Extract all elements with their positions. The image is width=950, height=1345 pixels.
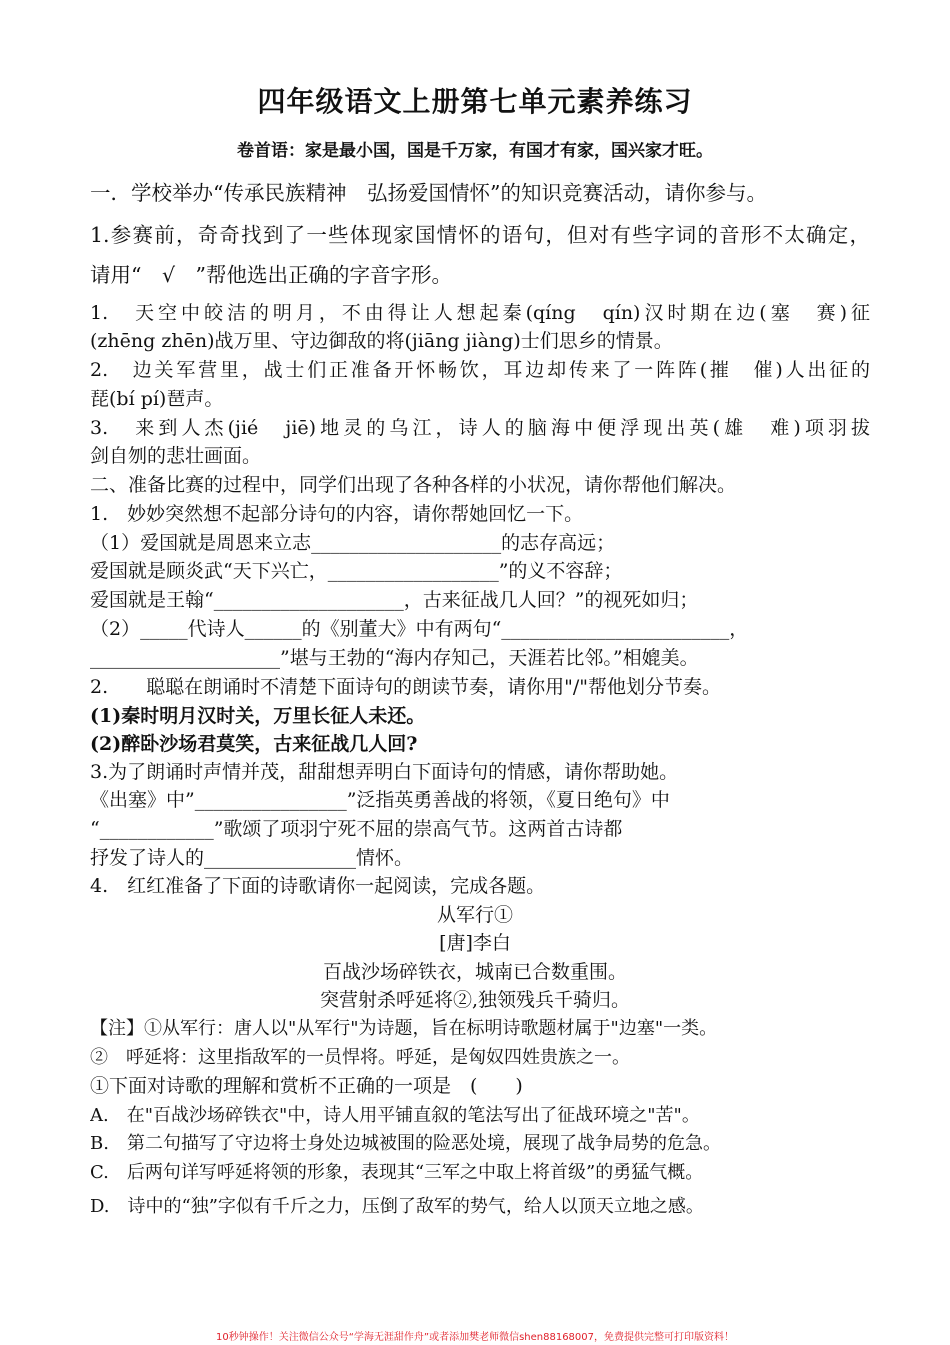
choice-question: ①下面对诗歌的理解和赏析不正确的一项是 ( ) <box>90 1075 523 1097</box>
page-title: 四年级语文上册第七单元素养练习 <box>257 85 693 118</box>
item-2-line-2: 琵(bí pí)琶声。 <box>90 388 224 410</box>
item-1-line-1: 1. 天空中皎洁的明月，不由得让人想起秦(qíng qín)汉时期在边(塞 赛)征 <box>90 302 870 324</box>
item-2-line-1: 2. 边关军营里，战士们正准备开怀畅饮，耳边却传来了一阵阵(摧 催)人出征的 <box>90 359 870 381</box>
fill-blank-biedongda-2: ____________________”堪与王勃的“海内存知己，天涯若比邻。”相媲美。 <box>90 647 699 669</box>
page-subtitle: 卷首语：家是最小国，国是千万家，有国才有家，国兴家才旺。 <box>237 141 713 161</box>
poem-line-1: 百战沙场碎铁衣，城南已合数重围。 <box>322 961 627 983</box>
option-c: C. 后两句详写呼延将领的形象，表现其“三军之中取上将首级”的勇猛气概。 <box>90 1162 704 1183</box>
note-1: 【注】①从军行：唐人以"从军行"为诗题，旨在标明诗歌题材属于"边塞"一类。 <box>90 1018 718 1039</box>
question-1-intro: 1.参赛前，奇奇找到了一些体现家国情怀的语句，但对有些字词的音形不太确定， <box>90 223 870 247</box>
emotion-line-3: 抒发了诗人的________________情怀。 <box>90 847 414 869</box>
item-1-line-2: (zhēng zhēn)战万里、守边御敌的将(jiāng jiàng)士们思乡的情景。 <box>90 330 673 352</box>
question-2-1-intro: 1. 妙妙突然想不起部分诗句的内容，请你帮她回忆一下。 <box>90 503 584 525</box>
question-2-3-intro: 3.为了朗诵时声情并茂，甜甜想弄明白下面诗句的情感，请你帮助她。 <box>90 761 679 783</box>
item-3-line-1: 3. 来到人杰(jié jiē)地灵的乌江，诗人的脑海中便浮现出英(雄 难)项羽拔 <box>90 417 870 439</box>
option-d: D. 诗中的“独”字似有千斤之力，压倒了敌军的势气，给人以顶天立地之感。 <box>90 1196 704 1217</box>
fill-blank-wanghan: 爱国就是王翰“____________________，古来征战几人回？”的视死如归； <box>90 589 699 611</box>
rhythm-line-2: (2)醉卧沙场君莫笑，古来征战几人回? <box>90 733 418 755</box>
section-2-heading: 二、准备比赛的过程中，同学们出现了各种各样的小状况，请你帮他们解决。 <box>90 474 737 496</box>
footer-notice: 10秒钟操作！关注微信公众号“学海无涯甜作舟”或者添加樊老师微信shen88168007，免费提供完整可打印版资料！ <box>215 1332 735 1343</box>
item-3-line-2: 剑自刎的悲壮画面。 <box>90 445 262 467</box>
rhythm-line-1: (1)秦时明月汉时关，万里长征人未还。 <box>90 705 426 727</box>
fill-blank-guyanwu: 爱国就是顾炎武“天下兴亡，__________________”的义不容辞； <box>90 560 623 582</box>
poem-author: [唐]李白 <box>439 932 511 954</box>
note-2: ② 呼延将：这里指敌军的一员悍将。呼延，是匈奴四姓贵族之一。 <box>90 1047 630 1068</box>
question-1-instruction: 请用“ √ ”帮他选出正确的字音字形。 <box>90 263 453 287</box>
emotion-line-1: 《出塞》中”________________”泛指英勇善战的将领，《夏日绝句》中 <box>90 789 670 811</box>
section-1-heading: 一．学校举办“传承民族精神 弘扬爱国情怀”的知识竞赛活动，请你参与。 <box>90 181 767 205</box>
fill-blank-biedongda-1: （2）_____代诗人______的《别董大》中有两句“________________________， <box>90 618 749 640</box>
fill-blank-zhouenlai: （1）爱国就是周恩来立志____________________的志存高远； <box>90 532 616 554</box>
question-2-4-intro: 4. 红红准备了下面的诗歌请你一起阅读，完成各题。 <box>90 875 546 897</box>
poem-title: 从军行① <box>436 904 513 926</box>
option-b: B. 第二句描写了守边将士身处边城被围的险恶处境，展现了战争局势的危急。 <box>90 1133 721 1154</box>
poem-line-2: 突营射杀呼延将②,独领残兵千骑归。 <box>319 989 631 1011</box>
emotion-line-2: “____________”歌颂了项羽宁死不屈的崇高气节。这两首古诗都 <box>90 818 623 840</box>
question-2-2-intro: 2. 聪聪在朗诵时不清楚下面诗句的朗读节奏，请你用"/"帮他划分节奏。 <box>90 676 722 698</box>
option-a: A. 在"百战沙场碎铁衣"中，诗人用平铺直叙的笔法写出了征战环境之"苦"。 <box>90 1105 700 1126</box>
